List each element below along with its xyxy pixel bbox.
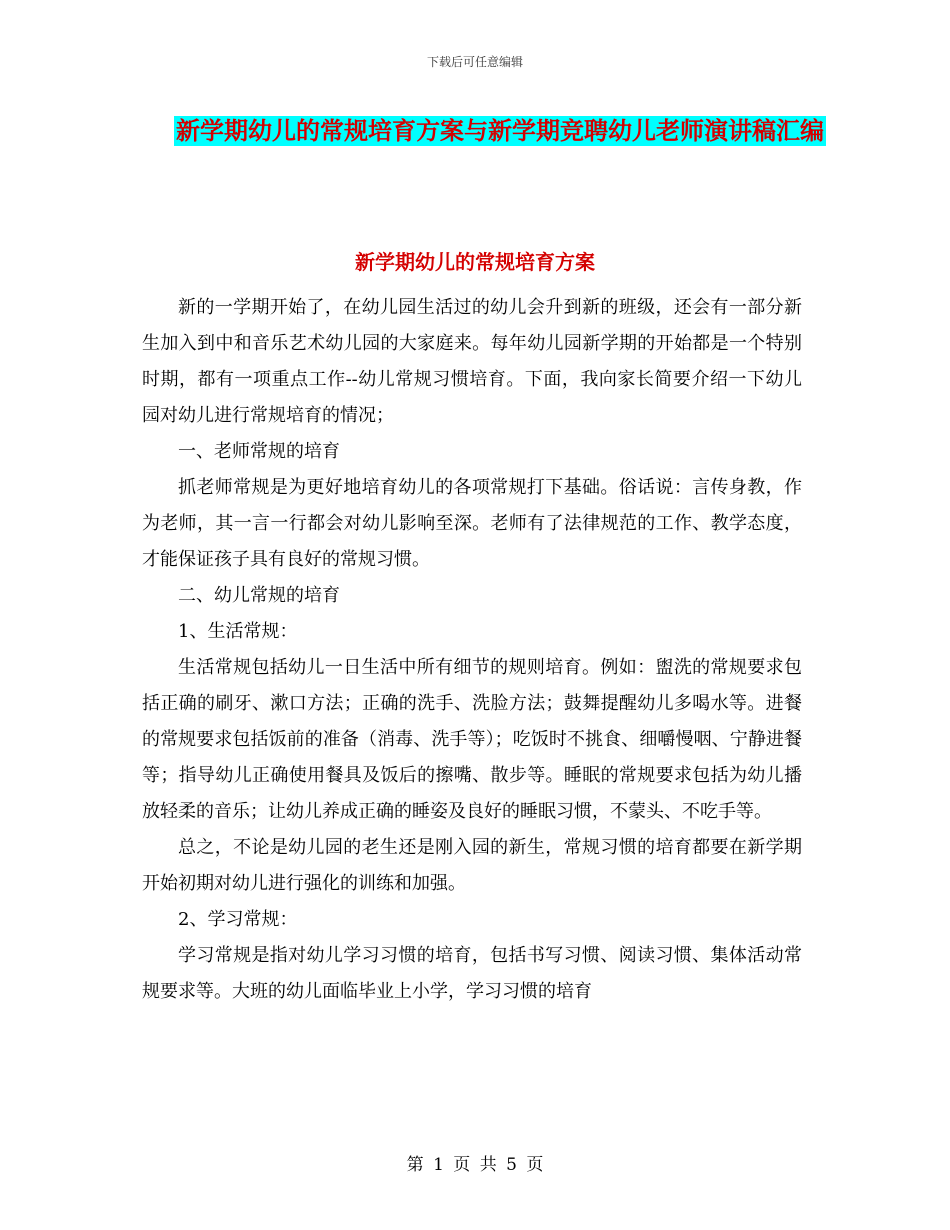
document-title-text: 新学期幼儿的常规培育方案与新学期竞聘幼儿老师演讲稿汇编 [176, 117, 824, 145]
page-footer: 第 1 页 共 5 页 [406, 1155, 544, 1175]
paragraph-summary: 总之，不论是幼儿园的老生还是刚入园的新生，常规习惯的培育都要在新学期开始初期对幼儿进行强化的训练和加强。 [142, 837, 802, 894]
heading-teacher-routine: 一、老师常规的培育 [178, 441, 340, 462]
heading-child-routine: 二、幼儿常规的培育 [178, 585, 340, 606]
paragraph-study-routine: 学习常规是指对幼儿学习习惯的培育，包括书写习惯、阅读习惯、集体活动常规要求等。大班的幼儿面临毕业上小学，学习习惯的培育 [142, 945, 802, 1002]
section-title: 新学期幼儿的常规培育方案 [355, 250, 595, 274]
heading-study-routine: 2、学习常规： [178, 909, 298, 930]
header-note: 下载后可任意编辑 [426, 55, 523, 69]
heading-life-routine: 1、生活常规： [178, 621, 298, 642]
paragraph-life-routine: 生活常规包括幼儿一日生活中所有细节的规则培育。例如：盥洗的常规要求包括正确的刷牙、漱口方法；正确的洗手、洗脸方法；鼓舞提醒幼儿多喝水等。进餐的常规要求包括饭前的准备（消毒、洗手等）；吃饭时不挑食、细嚼慢咽、宁静进餐等；指导幼儿正确使用餐具及饭后的擦嘴、散步等。睡眠的常规要求包括为幼儿播放轻柔的音乐；让幼儿养成正确的睡姿及良好的睡眠习惯，不蒙头、不吃手等。 [142, 657, 802, 822]
document-title [150, 110, 850, 152]
paragraph-intro: 新的一学期开始了，在幼儿园生活过的幼儿会升到新的班级，还会有一部分新生加入到中和音乐艺术幼儿园的大家庭来。每年幼儿园新学期的开始都是一个特别时期，都有一项重点工作--幼儿常规习惯培育。下面，我向家长简要介绍一下幼儿园对幼儿进行常规培育的情况； [142, 297, 802, 426]
body-text [142, 290, 802, 1010]
paragraph-teacher-routine: 抓老师常规是为更好地培育幼儿的各项常规打下基础。俗话说：言传身教，作为老师，其一言一行都会对幼儿影响至深。老师有了法律规范的工作、教学态度，才能保证孩子具有良好的常规习惯。 [142, 477, 802, 570]
